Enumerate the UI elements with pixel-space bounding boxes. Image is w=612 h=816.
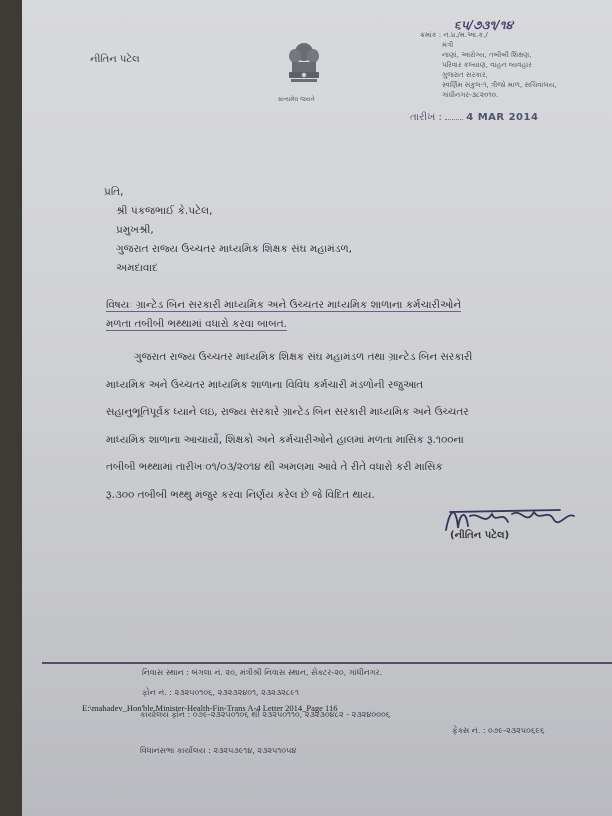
subject-block — [106, 296, 536, 334]
office-line: નાણાં, આરોગ્ય, તબીબી શિક્ષણ, — [442, 51, 532, 59]
reference-number: ૬૫/૭૩૧/૧૪ — [454, 18, 513, 32]
letter-body — [106, 344, 566, 509]
footer-residence: નિવાસ સ્થાન : બંગલા નં. ૨૦, મંત્રીશ્રી નિવાસ સ્થાન, સેક્ટર-૨૦, ગાંધીનગર. — [142, 668, 383, 677]
office-line: ગાંધીનગર-૩૮૨૦૧૦. — [442, 91, 499, 99]
address-line: શ્રી પંકજભાઈ કે.પટેલ, — [116, 205, 213, 217]
footer-phone: ફોન નં. : ૨૩૨૫૦૧૦૬, ૨૩૨૩૨૪૦૧, ૨૩૨૩૨૮૯૧ — [142, 688, 299, 697]
address-line: અમદાવાદ — [116, 262, 158, 274]
address-line: પ્રમુખશ્રી, — [116, 224, 154, 236]
body-line: તબીબી ભથ્થામાં તારીખઃ૦૧/૦૩/૨૦૧૪ થી અમલમા આવે તે રીતે વધારો કરી માસિક — [106, 461, 443, 473]
office-line: સ્વર્ણિમ સંકુલ-૧, ત્રીજો માળ, સચિવાલય, — [442, 81, 557, 89]
body-line: માધ્યમિક અને ઉચ્ચતર માધ્યમિક શાળાના વિવિધ કર્મચારી મંડળોની રજુઆત — [106, 378, 424, 391]
recipient-address — [104, 183, 352, 278]
office-line: મંત્રી — [442, 41, 454, 49]
office-details — [420, 30, 590, 100]
address-line: પ્રતિ, — [104, 186, 124, 198]
footer-assembly-office: વિધાનસભા કાર્યાલય : ૨૩૨૫૩૯૧૪, ૨૩૨૫૧૦૫૪ — [140, 746, 297, 755]
address-line: ગુજરાત રાજ્ય ઉચ્ચતર માધ્યમિક શિક્ષક સંઘ મહામંડળ, — [116, 243, 352, 255]
date-line — [410, 112, 538, 123]
body-line: ગુજરાત રાજ્ય ઉચ્ચતર માધ્યમિક શિક્ષક સંઘ મહામંડળ તથા ગ્રાન્ટેડ બિન સરકારી — [134, 351, 473, 363]
date-label: તારીખ : — [410, 112, 442, 123]
national-emblem-icon — [284, 40, 324, 102]
sender-name: નીતિન પટેલ — [90, 54, 140, 65]
emblem-motto: સત્યમેવ જયતે — [278, 96, 315, 103]
letter-sheet — [22, 0, 612, 816]
body-line: રૂ.૩૦૦ તબીબી ભથ્થુ મંજુર કરવા નિર્ણય કરેલ છે જે વિદિત થાય. — [106, 488, 375, 501]
signatory-name: (નીતિન પટેલ) — [450, 530, 510, 541]
subject-line: વિષયઃ ગ્રાન્ટેડ બિન સરકારી માધ્યમિક અને ઉચ્ચતર માધ્યમિક શાળાના કર્મચારીઓને — [106, 299, 462, 311]
date-stamp: 4 MAR 2014 — [466, 112, 539, 123]
body-line: સહાનુભૂતિપૂર્વક ધ્યાને લઇ, રાજ્ય સરકારે ગ્રાન્ટેડ બિન સરકારી માધ્યમિક અને ઉચ્ચતર — [106, 406, 469, 418]
body-line: માધ્યમિક શાળાના આચાર્યો, શિક્ષકો અને કર્મચારીઓને હાલમાં મળતા માસિક રૂ.૧૦૦ના — [106, 433, 464, 446]
subject-line: મળતા તબીબી ભથ્થામાં વધારો કરવા બાબત. — [106, 318, 287, 330]
footer-divider — [42, 662, 612, 664]
footer-file-path: E:\mahadev_Hon'ble Minister-Health-Fin-Trans A-4 Letter 2014_Page 116 — [82, 703, 338, 713]
footer-office-phone: કાર્યાલય ફોન : ૦૭૯-૨૩૨૫૦૧૦૬ થી ૨૩૨૫૦૧૧૦, ૨૩૨૩૦૪૮૨ - ૨૩૨૪૦૦૦૬ — [140, 710, 391, 719]
office-line: ક્રમાંક : ન.પ્ર./મ.આ.ક./ — [420, 31, 488, 39]
office-line: ગુજરાત સરકાર, — [442, 71, 488, 79]
office-line: પરિવાર કલ્યાણ, વાહન વ્યવહાર — [442, 61, 532, 69]
footer-fax: ફેક્સ નં. : ૦૭૯-૨૩૨૫૦૬૯૬ — [452, 726, 545, 735]
